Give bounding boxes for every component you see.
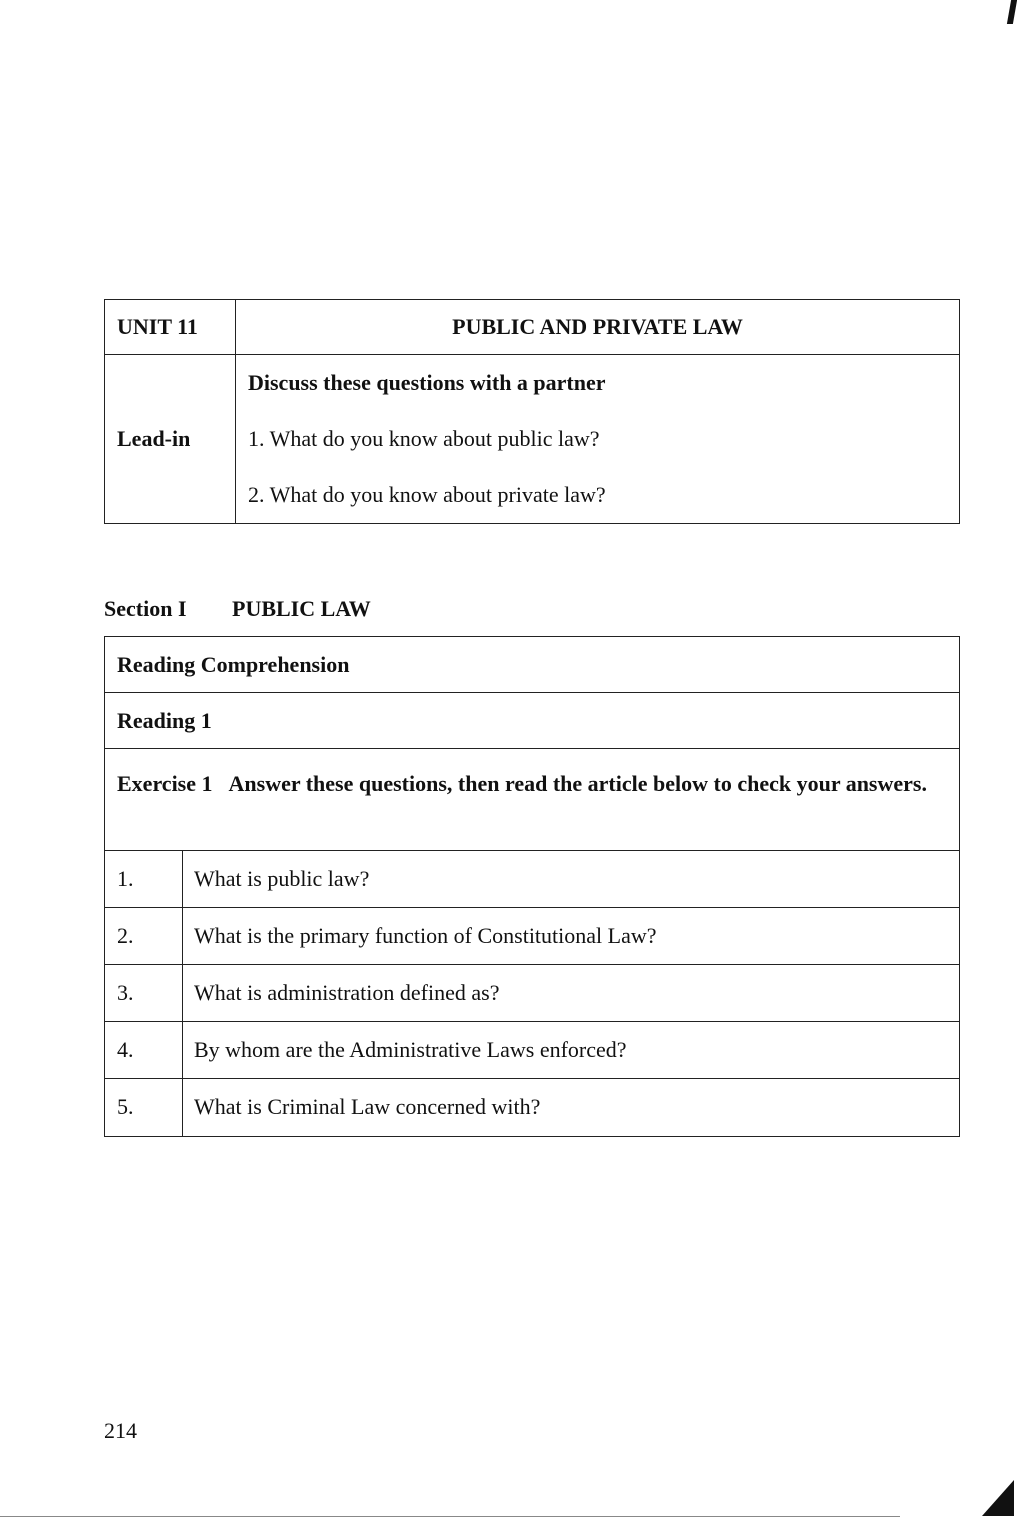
exercise-instruction <box>105 749 959 851</box>
page-number: 214 <box>104 1418 137 1443</box>
reading-comprehension-box <box>104 636 960 1137</box>
question-text: By whom are the Administrative Laws enforced? <box>194 1037 627 1062</box>
question-number: 4. <box>105 1022 183 1078</box>
question-row <box>105 965 959 1022</box>
question-number: 5. <box>105 1079 183 1136</box>
exercise-label: Exercise 1 <box>117 771 213 796</box>
question-text: What is the primary function of Constitutional Law? <box>194 923 657 948</box>
unit-title: PUBLIC AND PRIVATE LAW <box>236 300 960 355</box>
section-heading <box>104 592 371 626</box>
reading-subheading: Reading 1 <box>105 693 959 749</box>
question-number: 3. <box>105 965 183 1021</box>
question-row <box>105 908 959 965</box>
unit-header-row <box>105 300 960 355</box>
scan-corner-mark <box>1007 0 1017 24</box>
lead-in-row <box>105 355 960 524</box>
question-number: 1. <box>105 851 183 907</box>
lead-in-heading: Discuss these questions with a partner <box>248 370 606 395</box>
lead-in-content <box>236 355 960 524</box>
unit-label: UNIT 11 <box>105 300 236 355</box>
question-row <box>105 1079 959 1136</box>
scan-edge-line <box>0 1516 900 1517</box>
exercise-text: Answer these questions, then read the article below to check your answers. <box>228 771 927 796</box>
question-row <box>105 1022 959 1079</box>
scan-corner-mark <box>982 1480 1014 1516</box>
lead-in-question: 1. What do you know about public law? <box>248 426 600 451</box>
question-number: 2. <box>105 908 183 964</box>
question-text: What is public law? <box>194 866 370 891</box>
lead-in-question: 2. What do you know about private law? <box>248 482 606 507</box>
question-text: What is Criminal Law concerned with? <box>194 1094 541 1119</box>
lead-in-label: Lead-in <box>105 355 236 524</box>
section-title: PUBLIC LAW <box>232 596 371 621</box>
question-row <box>105 851 959 908</box>
unit-table <box>104 299 960 524</box>
section-number: Section I <box>104 596 187 621</box>
question-text: What is administration defined as? <box>194 980 500 1005</box>
reading-comprehension-heading: Reading Comprehension <box>105 637 959 693</box>
